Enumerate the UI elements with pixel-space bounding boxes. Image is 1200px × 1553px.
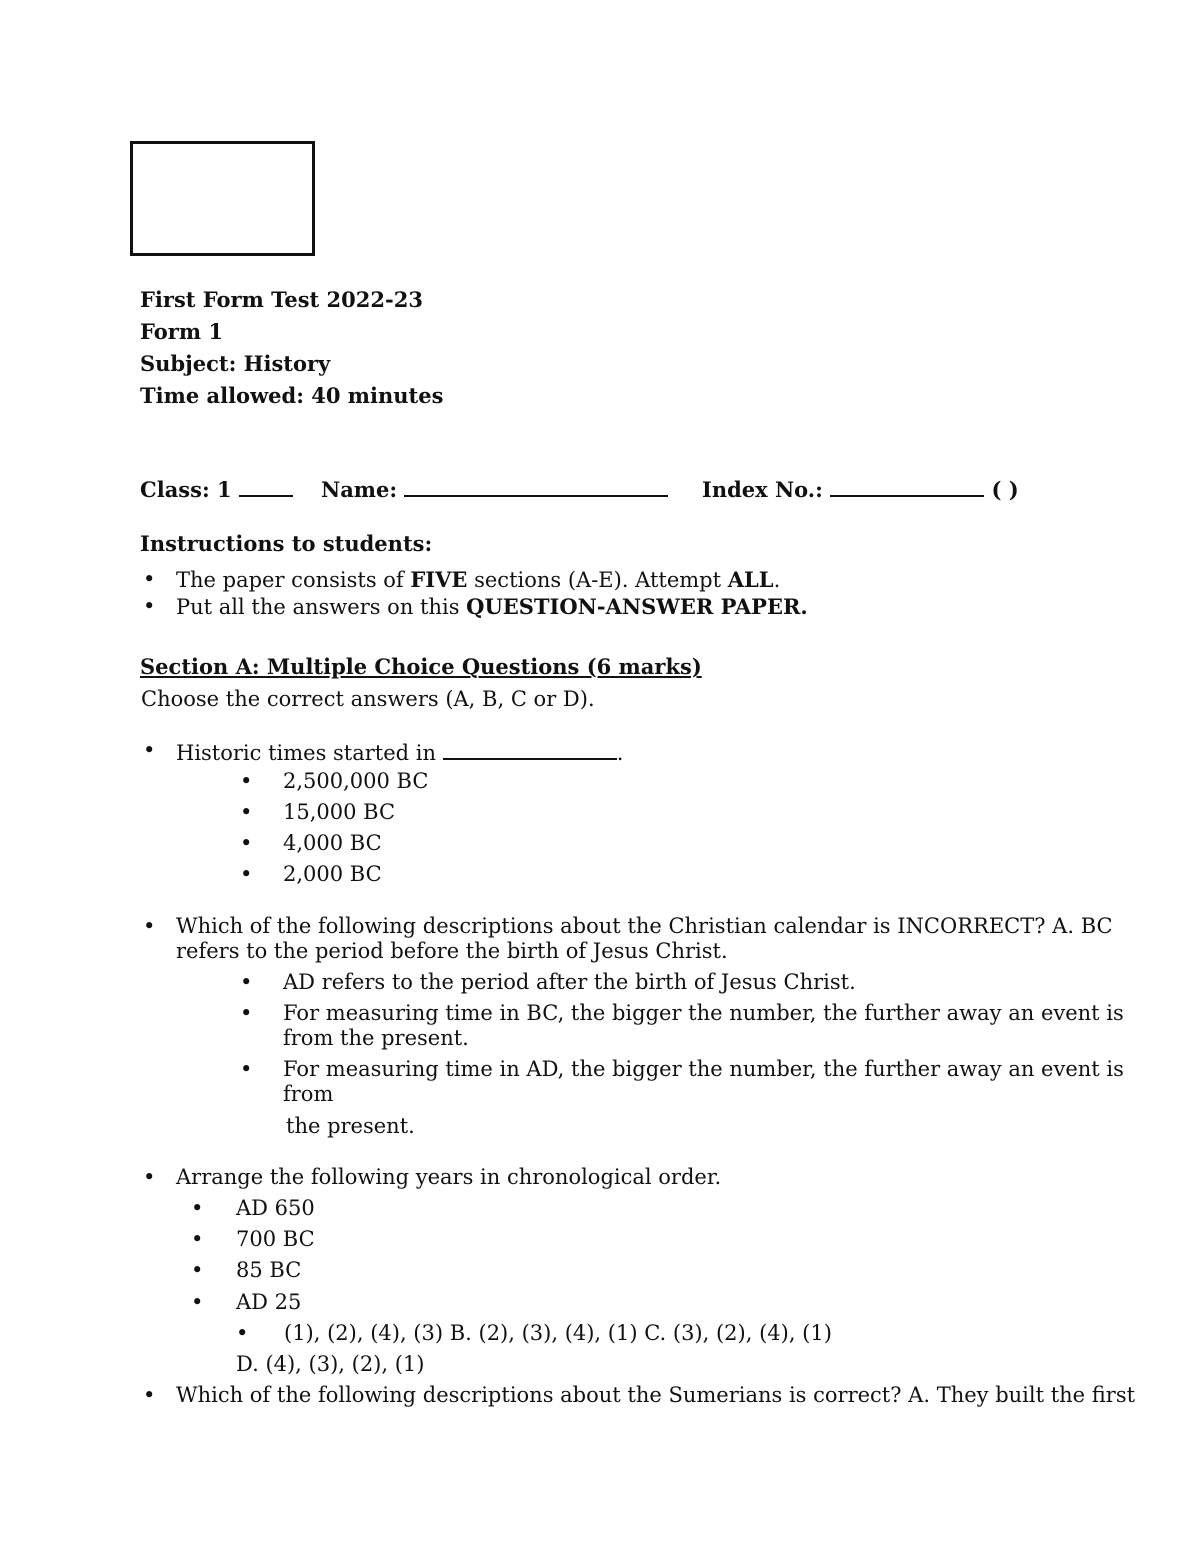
index-blank[interactable]: [830, 475, 984, 497]
option-continued: from: [283, 1082, 334, 1106]
logo-placeholder-box: [130, 141, 315, 256]
form-label: Form 1: [140, 319, 223, 344]
class-label: Class: 1: [140, 477, 232, 502]
name-label: Name:: [321, 477, 398, 502]
name-field[interactable]: [321, 475, 668, 504]
bullet-icon: •: [240, 1001, 253, 1025]
option-continued: D. (4), (3), (2), (1): [236, 1352, 425, 1376]
paper-header: [140, 284, 443, 412]
bullet-icon: •: [240, 1057, 253, 1081]
bullet-icon: •: [191, 1196, 204, 1220]
bullet-icon: •: [143, 738, 156, 762]
option-continued: from the present.: [283, 1026, 469, 1050]
name-blank[interactable]: [404, 475, 668, 497]
time-allowed: Time allowed: 40 minutes: [140, 383, 444, 408]
answer-blank[interactable]: [443, 738, 617, 760]
test-title: First Form Test 2022-23: [140, 287, 423, 312]
question-stem: Which of the following descriptions about the Christian calendar is INCORRECT? A. BC: [176, 914, 1113, 938]
index-paren: ( ): [991, 477, 1019, 502]
option-continued: the present.: [286, 1114, 415, 1138]
question-stem: Which of the following descriptions about the Sumerians is correct? A. They built the first: [176, 1383, 1136, 1407]
question-stem: Arrange the following years in chronological order.: [176, 1165, 722, 1189]
bullet-icon: •: [236, 1321, 249, 1345]
bullet-icon: •: [240, 862, 253, 886]
bullet-icon: •: [143, 914, 156, 938]
bullet-icon: •: [143, 1383, 156, 1407]
section-a-subtitle: Choose the correct answers (A, B, C or D).: [141, 687, 595, 711]
bullet-icon: •: [191, 1290, 204, 1314]
bullet-icon: •: [240, 970, 253, 994]
question-stem: Historic times started in: [176, 741, 437, 765]
bullet-icon: •: [240, 800, 253, 824]
bullet-icon: •: [191, 1227, 204, 1251]
class-field[interactable]: [140, 475, 293, 504]
section-a-title: Section A: Multiple Choice Questions (6 marks): [140, 654, 702, 679]
subject-label: Subject: History: [140, 351, 331, 376]
bullet-icon: •: [240, 769, 253, 793]
bullet-icon: •: [240, 831, 253, 855]
bullet-icon: •: [143, 567, 156, 591]
class-blank[interactable]: [239, 475, 293, 497]
instructions-title: Instructions to students:: [140, 531, 433, 556]
bullet-icon: •: [143, 594, 156, 618]
index-label: Index No.:: [702, 477, 823, 502]
index-field[interactable]: [702, 475, 1019, 504]
bullet-icon: •: [143, 1165, 156, 1189]
question-stem-continued: refers to the period before the birth of Jesus Christ.: [176, 939, 728, 963]
bullet-icon: •: [191, 1258, 204, 1282]
